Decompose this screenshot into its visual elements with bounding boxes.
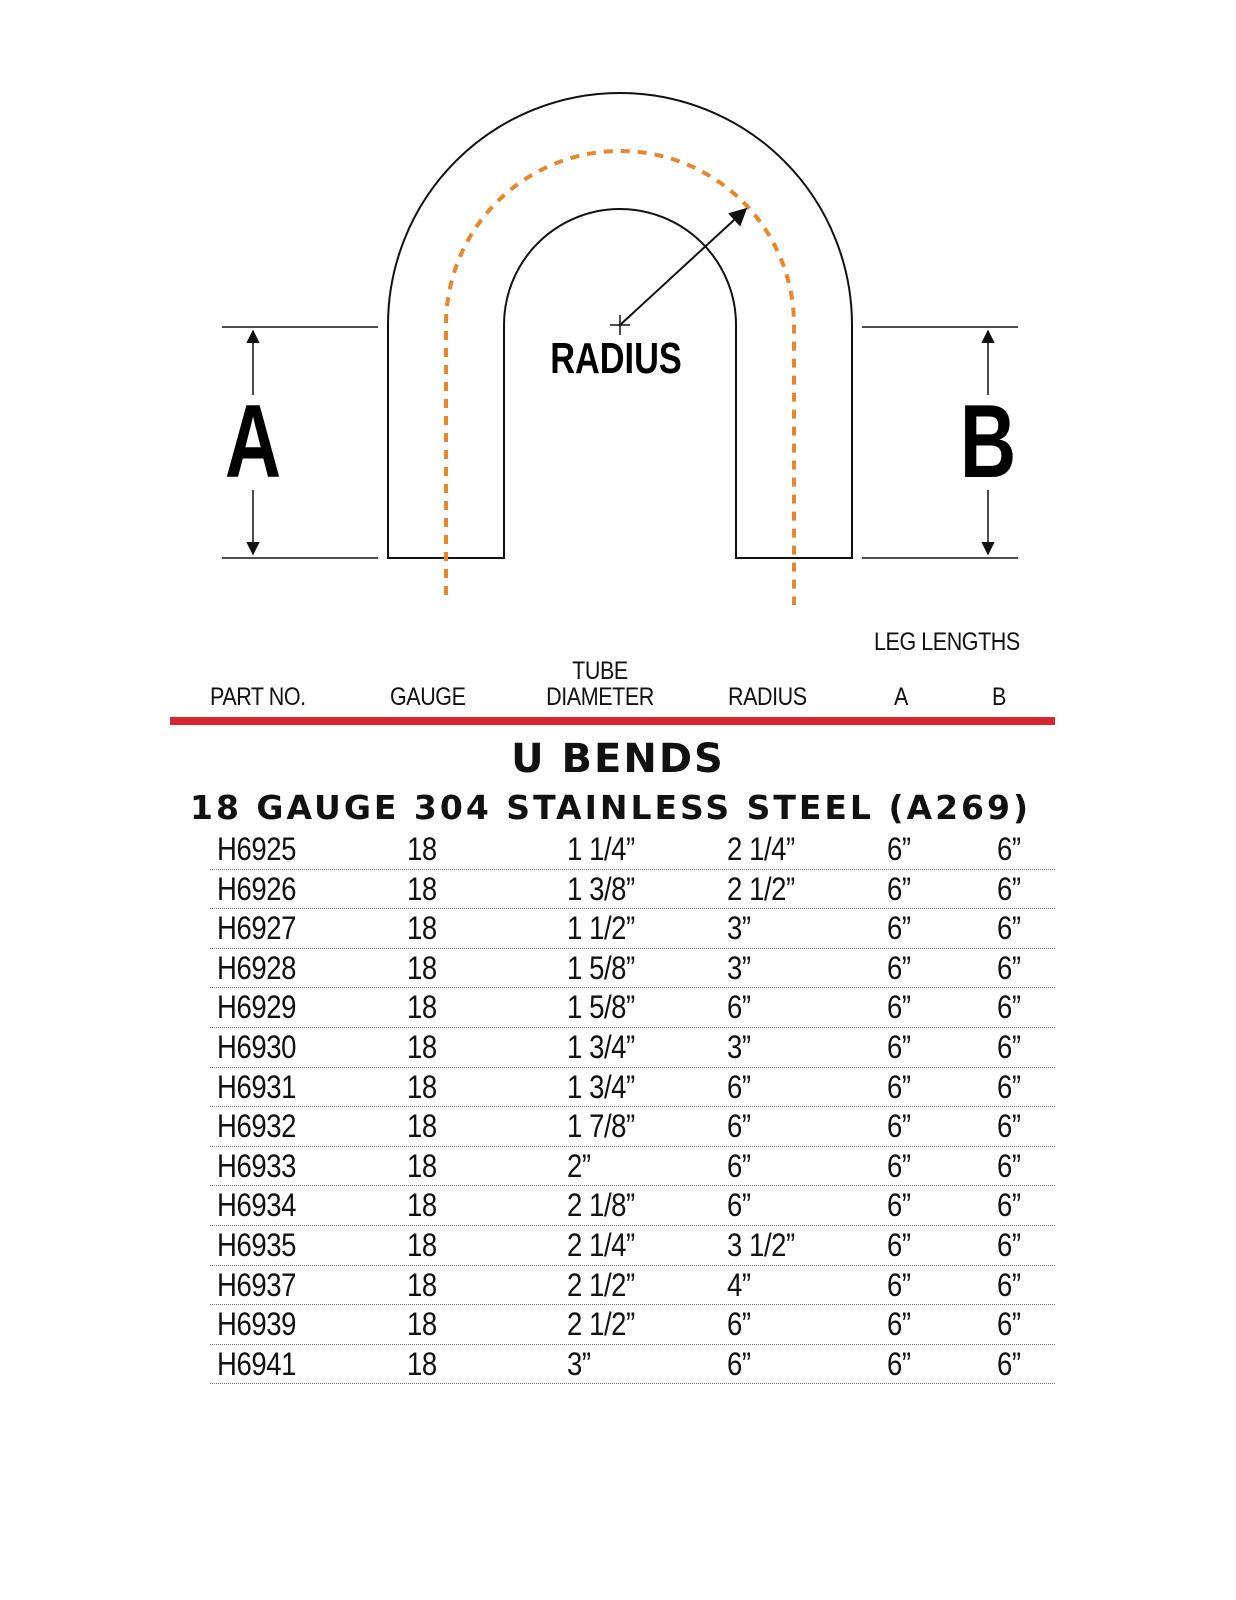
table-row — [210, 1305, 1055, 1345]
part-number: H6934 — [217, 1187, 296, 1224]
gauge-value: 18 — [407, 870, 437, 907]
gauge-value: 18 — [407, 1345, 437, 1382]
tube-header-line: TUBE — [572, 657, 628, 685]
leg-a-value: 6” — [887, 1187, 911, 1224]
radius-value: 3” — [727, 949, 751, 986]
leg-a-value: 6” — [887, 1226, 911, 1263]
leg-b-value: 6” — [997, 910, 1021, 947]
leg-a-header: A — [894, 683, 908, 711]
radius-value: 3 1/2” — [727, 1226, 795, 1263]
radius-header: RADIUS — [728, 683, 807, 711]
gauge-value: 18 — [407, 1266, 437, 1303]
gauge-header: GAUGE — [390, 683, 466, 711]
part-number: H6935 — [217, 1226, 296, 1263]
diameter-value: 1 3/4” — [567, 1028, 635, 1065]
u-bend-diagram — [0, 0, 1236, 620]
table-row — [210, 1266, 1055, 1306]
leg-a-value: 6” — [887, 1028, 911, 1065]
gauge-value: 18 — [407, 910, 437, 947]
diameter-value: 1 5/8” — [567, 989, 635, 1026]
gauge-value: 18 — [407, 989, 437, 1026]
header-rule — [170, 717, 1055, 725]
table-row — [210, 1107, 1055, 1147]
part-number: H6939 — [217, 1306, 296, 1343]
diameter-value: 2” — [567, 1147, 591, 1184]
leg-b-value: 6” — [997, 1266, 1021, 1303]
part-number: H6925 — [217, 831, 296, 867]
table-row — [210, 1345, 1055, 1385]
leg-b-value: 6” — [997, 831, 1021, 867]
radius-value: 2 1/4” — [727, 831, 795, 867]
diameter-value: 1 3/4” — [567, 1068, 635, 1105]
leg-b-value: 6” — [997, 1226, 1021, 1263]
gauge-value: 18 — [407, 949, 437, 986]
part-number: H6937 — [217, 1266, 296, 1303]
diameter-value: 1 7/8” — [567, 1108, 635, 1145]
table-row — [210, 830, 1055, 870]
leg-b-value: 6” — [997, 1108, 1021, 1145]
radius-value: 6” — [727, 1147, 751, 1184]
radius-value: 6” — [727, 989, 751, 1026]
leg-lengths-header: LEG LENGTHS — [874, 628, 1020, 656]
leg-b-value: 6” — [997, 870, 1021, 907]
diameter-value: 2 1/8” — [567, 1187, 635, 1224]
gauge-value: 18 — [407, 1306, 437, 1343]
leg-b-value: 6” — [997, 1028, 1021, 1065]
section-title: U BENDS — [511, 736, 725, 782]
diameter-header-line: DIAMETER — [546, 683, 654, 711]
leg-a-value: 6” — [887, 949, 911, 986]
gauge-value: 18 — [407, 1028, 437, 1065]
table-row — [210, 988, 1055, 1028]
radius-value: 2 1/2” — [727, 870, 795, 907]
leg-a-value: 6” — [887, 989, 911, 1026]
part-number: H6931 — [217, 1068, 296, 1105]
radius-value: 6” — [727, 1306, 751, 1343]
radius-value: 3” — [727, 1028, 751, 1065]
parts-table — [210, 830, 1055, 1384]
part-number: H6941 — [217, 1345, 296, 1382]
leg-b-value: 6” — [997, 949, 1021, 986]
leg-a-value: 6” — [887, 1345, 911, 1382]
table-row — [210, 1068, 1055, 1108]
table-row — [210, 1186, 1055, 1226]
leg-b-header: B — [992, 683, 1006, 711]
section-subtitle: 18 GAUGE 304 STAINLESS STEEL (A269) — [190, 788, 1032, 827]
part-number: H6928 — [217, 949, 296, 986]
table-row — [210, 1147, 1055, 1187]
leg-b-value: 6” — [997, 1147, 1021, 1184]
diameter-value: 1 3/8” — [567, 870, 635, 907]
gauge-value: 18 — [407, 1068, 437, 1105]
leg-a-value: 6” — [887, 1306, 911, 1343]
gauge-value: 18 — [407, 1226, 437, 1263]
gauge-value: 18 — [407, 831, 437, 867]
radius-value: 6” — [727, 1187, 751, 1224]
leg-a-label: A — [224, 384, 282, 500]
part-no-header: PART NO. — [210, 683, 306, 711]
leg-b-value: 6” — [997, 1068, 1021, 1105]
part-number: H6926 — [217, 870, 296, 907]
part-number: H6932 — [217, 1108, 296, 1145]
diameter-value: 1 1/2” — [567, 910, 635, 947]
table-row — [210, 1028, 1055, 1068]
part-number: H6929 — [217, 989, 296, 1026]
table-row — [210, 870, 1055, 910]
diameter-value: 1 1/4” — [567, 831, 635, 867]
leg-a-value: 6” — [887, 1108, 911, 1145]
diameter-value: 3” — [567, 1345, 591, 1382]
radius-value: 6” — [727, 1345, 751, 1382]
part-number: H6933 — [217, 1147, 296, 1184]
radius-value: 4” — [727, 1266, 751, 1303]
leg-a-value: 6” — [887, 831, 911, 867]
part-number: H6930 — [217, 1028, 296, 1065]
leg-b-label: B — [959, 384, 1017, 500]
diameter-value: 2 1/2” — [567, 1306, 635, 1343]
diameter-value: 1 5/8” — [567, 949, 635, 986]
diameter-value: 2 1/2” — [567, 1266, 635, 1303]
radius-value: 6” — [727, 1068, 751, 1105]
gauge-value: 18 — [407, 1108, 437, 1145]
radius-value: 6” — [727, 1108, 751, 1145]
leg-a-value: 6” — [887, 870, 911, 907]
leg-a-value: 6” — [887, 1068, 911, 1105]
gauge-value: 18 — [407, 1187, 437, 1224]
diameter-value: 2 1/4” — [567, 1226, 635, 1263]
table-row — [210, 949, 1055, 989]
leg-a-value: 6” — [887, 1147, 911, 1184]
radius-value: 3” — [727, 910, 751, 947]
leg-b-value: 6” — [997, 1306, 1021, 1343]
leg-a-value: 6” — [887, 1266, 911, 1303]
radius-label: RADIUS — [550, 333, 682, 384]
table-row — [210, 909, 1055, 949]
leg-b-value: 6” — [997, 1187, 1021, 1224]
tube-diameter-header — [540, 658, 660, 710]
leg-b-value: 6” — [997, 989, 1021, 1026]
gauge-value: 18 — [407, 1147, 437, 1184]
leg-a-value: 6” — [887, 910, 911, 947]
leg-b-value: 6” — [997, 1345, 1021, 1382]
table-row — [210, 1226, 1055, 1266]
part-number: H6927 — [217, 910, 296, 947]
